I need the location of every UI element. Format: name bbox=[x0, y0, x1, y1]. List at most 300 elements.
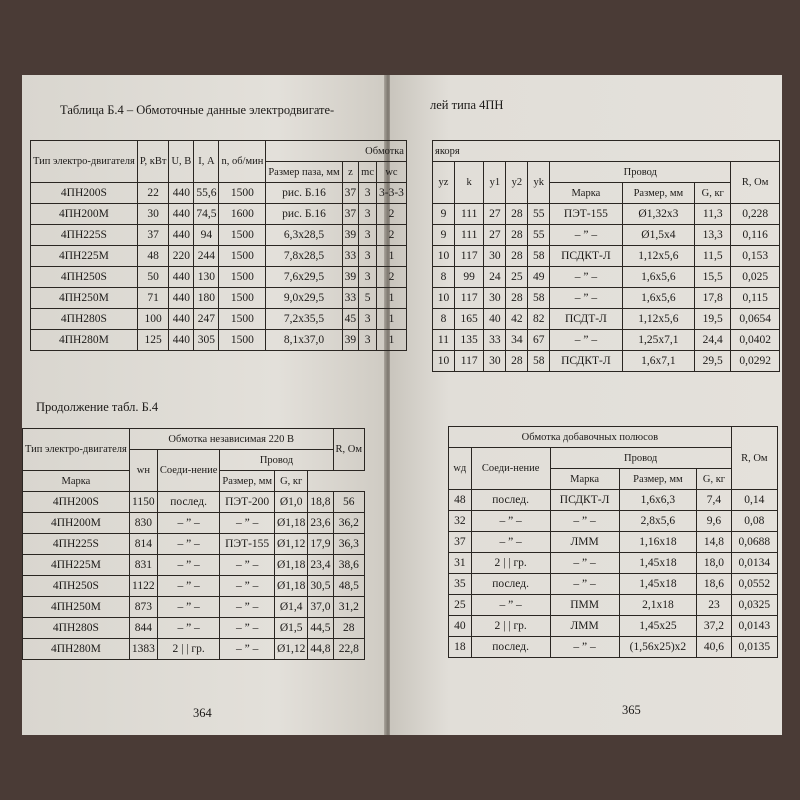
table-cell: 111 bbox=[454, 225, 484, 246]
table-cell: 4ПН200S bbox=[31, 183, 138, 204]
table-cell: – ” – bbox=[471, 511, 550, 532]
table-cell: 10 bbox=[433, 246, 455, 267]
table-cell: 2 | | гр. bbox=[157, 639, 220, 660]
table-cell: 0,0654 bbox=[731, 309, 780, 330]
table-cell: 111 bbox=[454, 204, 484, 225]
table-caption-left: Таблица Б.4 – Обмоточные данные электродвигате- bbox=[60, 103, 335, 117]
table-row bbox=[23, 639, 365, 660]
table-cell: 58 bbox=[528, 246, 550, 267]
table-row bbox=[31, 288, 407, 309]
table-cell: – ” – bbox=[157, 513, 220, 534]
header-yk: yk bbox=[528, 162, 550, 204]
table-cell: 2,8x5,6 bbox=[619, 511, 697, 532]
table-cell: – ” – bbox=[220, 513, 275, 534]
table-cell: – ” – bbox=[550, 553, 619, 574]
header-grade: Марка bbox=[550, 469, 619, 490]
table-cell: 0,14 bbox=[731, 490, 777, 511]
table-cell: 30 bbox=[484, 351, 506, 372]
table-cell: 1150 bbox=[129, 492, 157, 513]
table-cell: 1 bbox=[376, 246, 406, 267]
table-cell: 247 bbox=[194, 309, 219, 330]
header-connection: Соеди-нение bbox=[471, 448, 550, 490]
header-type: Тип электро-двигателя bbox=[31, 141, 138, 183]
table-cell: 1,6x5,6 bbox=[622, 267, 695, 288]
table-cell: 19,5 bbox=[695, 309, 731, 330]
table-cell: 10 bbox=[433, 351, 455, 372]
table-cell: ПЭТ-155 bbox=[220, 534, 275, 555]
table-cell: 1,12x5,6 bbox=[622, 246, 695, 267]
table-cell: 28 bbox=[333, 618, 364, 639]
header-armature: якоря bbox=[433, 141, 780, 162]
table-cell: 440 bbox=[169, 204, 194, 225]
table-cell: 18 bbox=[449, 637, 472, 658]
table-cell: 7,6x29,5 bbox=[266, 267, 342, 288]
table-cell: 4ПН225S bbox=[31, 225, 138, 246]
table-cell: 4ПН200M bbox=[23, 513, 130, 534]
header-resistance: R, Ом bbox=[731, 162, 780, 204]
header-weight: G, кг bbox=[697, 469, 731, 490]
table-cell: 0,025 bbox=[731, 267, 780, 288]
table-cell: ПЭТ-200 bbox=[220, 492, 275, 513]
table-cell: 37 bbox=[342, 204, 359, 225]
table-row bbox=[23, 618, 365, 639]
table-row bbox=[433, 330, 780, 351]
table-cell: 1,6x5,6 bbox=[622, 288, 695, 309]
table-cell: 1,45x18 bbox=[619, 574, 697, 595]
header-slot-size: Размер паза, мм bbox=[266, 162, 342, 183]
table-cell: 0,0402 bbox=[731, 330, 780, 351]
table-cell: 440 bbox=[169, 183, 194, 204]
table-cell: 0,0134 bbox=[731, 553, 777, 574]
table-cell: 831 bbox=[129, 555, 157, 576]
table-cell: 28 bbox=[506, 204, 528, 225]
table-cell: 4ПН225M bbox=[31, 246, 138, 267]
header-y2: y2 bbox=[506, 162, 528, 204]
table-cell: 2 bbox=[376, 204, 406, 225]
table-cell: Ø1,5x4 bbox=[622, 225, 695, 246]
table-cell: 27 bbox=[484, 204, 506, 225]
header-yz: yz bbox=[433, 162, 455, 204]
table-cell: 4ПН280S bbox=[23, 618, 130, 639]
table-cell: 50 bbox=[137, 267, 169, 288]
table-cell: – ” – bbox=[157, 576, 220, 597]
table-cell: – ” – bbox=[220, 618, 275, 639]
table-cell: 58 bbox=[528, 288, 550, 309]
header-voltage: U, В bbox=[169, 141, 194, 183]
table-cell: 11 bbox=[433, 330, 455, 351]
table-cell: 3 bbox=[359, 330, 377, 351]
table-row bbox=[31, 309, 407, 330]
table-cell: 25 bbox=[449, 595, 472, 616]
table-cell: 1500 bbox=[219, 288, 266, 309]
table-cell: 125 bbox=[137, 330, 169, 351]
table-cell: 4ПН280S bbox=[31, 309, 138, 330]
table-cell: 99 bbox=[454, 267, 484, 288]
table-cell: – ” – bbox=[550, 637, 619, 658]
table-cell: 28 bbox=[506, 288, 528, 309]
table-cell: 40,6 bbox=[697, 637, 731, 658]
table-cell: 32 bbox=[449, 511, 472, 532]
table-cell: 440 bbox=[169, 267, 194, 288]
table-row bbox=[31, 330, 407, 351]
table-cell: 0,228 bbox=[731, 204, 780, 225]
table-cell: ПСДТ-Л bbox=[550, 309, 622, 330]
table-cell: 33 bbox=[342, 246, 359, 267]
table-cell: 1500 bbox=[219, 330, 266, 351]
table-cell: 9 bbox=[433, 204, 455, 225]
table-cell: – ” – bbox=[550, 330, 622, 351]
table-cell: 180 bbox=[194, 288, 219, 309]
header-power: P, кВт bbox=[137, 141, 169, 183]
table-cell: 30,5 bbox=[308, 576, 333, 597]
table-cell: послед. bbox=[157, 492, 220, 513]
table-cell: 48 bbox=[137, 246, 169, 267]
table-row bbox=[31, 267, 407, 288]
table-cell: ЛММ bbox=[550, 532, 619, 553]
header-grade: Марка bbox=[23, 471, 130, 492]
table-cell: 31,2 bbox=[333, 597, 364, 618]
table-cell: 29,5 bbox=[695, 351, 731, 372]
table-cell: ПСДКТ-Л bbox=[550, 351, 622, 372]
table-cell: – ” – bbox=[471, 595, 550, 616]
independent-winding-table bbox=[22, 428, 365, 660]
table-row bbox=[449, 595, 778, 616]
table-row bbox=[31, 204, 407, 225]
table-cell: 33 bbox=[342, 288, 359, 309]
table-cell: 440 bbox=[169, 225, 194, 246]
table-cell: 244 bbox=[194, 246, 219, 267]
table-cell: 135 bbox=[454, 330, 484, 351]
table-row bbox=[23, 555, 365, 576]
table-cell: – ” – bbox=[550, 574, 619, 595]
table-cell: 58 bbox=[528, 351, 550, 372]
table-cell: 14,8 bbox=[697, 532, 731, 553]
table-cell: 3 bbox=[359, 267, 377, 288]
header-weight: G, кг bbox=[695, 183, 731, 204]
table-body bbox=[31, 183, 407, 351]
table-cell: 7,4 bbox=[697, 490, 731, 511]
page-number-left: 364 bbox=[193, 706, 212, 720]
header-resistance: R, Ом bbox=[731, 427, 777, 490]
table-cell: 1,25x7,1 bbox=[622, 330, 695, 351]
table-cell: Ø1,12 bbox=[274, 639, 307, 660]
table-cell: 1 bbox=[376, 288, 406, 309]
table-row bbox=[31, 183, 407, 204]
table-cell: 1500 bbox=[219, 267, 266, 288]
table-cell: 7,8x28,5 bbox=[266, 246, 342, 267]
table-cell: 18,0 bbox=[697, 553, 731, 574]
table-cell: 4ПН250S bbox=[23, 576, 130, 597]
table-row bbox=[449, 553, 778, 574]
table-body bbox=[433, 204, 780, 372]
table-cell: 17,9 bbox=[308, 534, 333, 555]
motor-data-table bbox=[30, 140, 407, 351]
table-cell: 1,12x5,6 bbox=[622, 309, 695, 330]
table-cell: 8 bbox=[433, 267, 455, 288]
table-cell: ПЭТ-155 bbox=[550, 204, 622, 225]
table-cell: – ” – bbox=[157, 597, 220, 618]
table-row bbox=[449, 490, 778, 511]
table-cell: 873 bbox=[129, 597, 157, 618]
table-cell: 4ПН225M bbox=[23, 555, 130, 576]
table-cell: 34 bbox=[506, 330, 528, 351]
table-cell: 24,4 bbox=[695, 330, 731, 351]
table-cell: 9 bbox=[433, 225, 455, 246]
table-cell: 23,4 bbox=[308, 555, 333, 576]
header-current: I, А bbox=[194, 141, 219, 183]
table-row bbox=[23, 576, 365, 597]
armature-table bbox=[432, 140, 780, 372]
table-cell: 4ПН225S bbox=[23, 534, 130, 555]
table-cell: Ø1,4 bbox=[274, 597, 307, 618]
header-wd: wд bbox=[449, 448, 472, 490]
table-row bbox=[433, 204, 780, 225]
table-cell: 4ПН250S bbox=[31, 267, 138, 288]
table-continuation-caption: Продолжение табл. Б.4 bbox=[36, 400, 159, 414]
header-wn: wн bbox=[129, 450, 157, 492]
table-row bbox=[23, 513, 365, 534]
table-cell: – ” – bbox=[550, 225, 622, 246]
table-cell: 4ПН250M bbox=[23, 597, 130, 618]
table-cell: 9,6 bbox=[697, 511, 731, 532]
table-cell: Ø1,5 bbox=[274, 618, 307, 639]
table-cell: 42 bbox=[506, 309, 528, 330]
table-cell: послед. bbox=[471, 574, 550, 595]
table-cell: 440 bbox=[169, 288, 194, 309]
table-cell: 38,6 bbox=[333, 555, 364, 576]
table-cell: 3 bbox=[359, 309, 377, 330]
table-cell: 30 bbox=[137, 204, 169, 225]
header-winding: Обмотка bbox=[266, 141, 407, 162]
header-wc: wc bbox=[376, 162, 406, 183]
header-type: Тип электро-двигателя bbox=[23, 429, 130, 471]
table-cell: 1500 bbox=[219, 246, 266, 267]
table-cell: 1500 bbox=[219, 225, 266, 246]
table-cell: 36,3 bbox=[333, 534, 364, 555]
table-cell: 1500 bbox=[219, 183, 266, 204]
table-row bbox=[449, 532, 778, 553]
table-cell: – ” – bbox=[220, 555, 275, 576]
table-cell: 220 bbox=[169, 246, 194, 267]
table-cell: 37 bbox=[137, 225, 169, 246]
table-cell: ПСДКТ-Л bbox=[550, 246, 622, 267]
table-cell: рис. Б.16 bbox=[266, 204, 342, 225]
table-cell: 39 bbox=[342, 330, 359, 351]
table-cell: 94 bbox=[194, 225, 219, 246]
table-cell: ПММ bbox=[550, 595, 619, 616]
table-cell: 55 bbox=[528, 225, 550, 246]
table-cell: 0,153 bbox=[731, 246, 780, 267]
table-cell: 40 bbox=[449, 616, 472, 637]
table-cell: 55,6 bbox=[194, 183, 219, 204]
table-cell: 48 bbox=[449, 490, 472, 511]
header-resistance: R, Ом bbox=[333, 429, 364, 471]
table-cell: 45 bbox=[342, 309, 359, 330]
table-cell: 30 bbox=[484, 288, 506, 309]
table-cell: 24 bbox=[484, 267, 506, 288]
table-cell: 117 bbox=[454, 351, 484, 372]
table-cell: 37,0 bbox=[308, 597, 333, 618]
table-cell: 37,2 bbox=[697, 616, 731, 637]
header-size: Размер, мм bbox=[220, 471, 275, 492]
table-cell: 2,1x18 bbox=[619, 595, 697, 616]
table-cell: 74,5 bbox=[194, 204, 219, 225]
table-cell: 117 bbox=[454, 288, 484, 309]
table-cell: – ” – bbox=[550, 288, 622, 309]
table-row bbox=[433, 351, 780, 372]
table-cell: 11,5 bbox=[695, 246, 731, 267]
table-cell: 10 bbox=[433, 288, 455, 309]
table-cell: – ” – bbox=[157, 534, 220, 555]
table-cell: ЛММ bbox=[550, 616, 619, 637]
table-cell: 440 bbox=[169, 309, 194, 330]
table-cell: 56 bbox=[333, 492, 364, 513]
table-cell: 30 bbox=[484, 246, 506, 267]
table-cell: рис. Б.16 bbox=[266, 183, 342, 204]
table-cell: – ” – bbox=[471, 532, 550, 553]
table-row bbox=[31, 225, 407, 246]
table-cell: 27 bbox=[484, 225, 506, 246]
table-cell: ПСДКТ-Л bbox=[550, 490, 619, 511]
table-cell: 844 bbox=[129, 618, 157, 639]
table-cell: 23 bbox=[697, 595, 731, 616]
table-cell: 0,0688 bbox=[731, 532, 777, 553]
table-row bbox=[433, 267, 780, 288]
table-cell: 22,8 bbox=[333, 639, 364, 660]
table-row bbox=[23, 534, 365, 555]
table-cell: 5 bbox=[359, 288, 377, 309]
table-cell: 31 bbox=[449, 553, 472, 574]
table-cell: Ø1,18 bbox=[274, 513, 307, 534]
table-cell: 39 bbox=[342, 225, 359, 246]
table-cell: Ø1,18 bbox=[274, 576, 307, 597]
table-cell: 6,3x28,5 bbox=[266, 225, 342, 246]
table-cell: 3 bbox=[359, 183, 377, 204]
table-body bbox=[449, 490, 778, 658]
table-row bbox=[449, 637, 778, 658]
table-cell: 48,5 bbox=[333, 576, 364, 597]
table-cell: 165 bbox=[454, 309, 484, 330]
table-cell: 0,116 bbox=[731, 225, 780, 246]
table-body bbox=[23, 492, 365, 660]
table-cell: (1,56x25)x2 bbox=[619, 637, 697, 658]
table-cell: 3-3-3 bbox=[376, 183, 406, 204]
table-cell: 11,3 bbox=[695, 204, 731, 225]
header-k: k bbox=[454, 162, 484, 204]
table-cell: 22 bbox=[137, 183, 169, 204]
table-cell: 67 bbox=[528, 330, 550, 351]
table-caption-right: лей типа 4ПН bbox=[430, 98, 504, 112]
table-cell: 0,0143 bbox=[731, 616, 777, 637]
table-cell: 2 bbox=[376, 267, 406, 288]
header-grade: Марка bbox=[550, 183, 622, 204]
table-row bbox=[23, 492, 365, 513]
table-cell: 49 bbox=[528, 267, 550, 288]
table-cell: 440 bbox=[169, 330, 194, 351]
table-cell: 33 bbox=[484, 330, 506, 351]
table-cell: Ø1,18 bbox=[274, 555, 307, 576]
table-cell: 8 bbox=[433, 309, 455, 330]
table-row bbox=[433, 288, 780, 309]
header-independent-winding: Обмотка независимая 220 В bbox=[129, 429, 333, 450]
table-cell: Ø1,0 bbox=[274, 492, 307, 513]
table-cell: 18,8 bbox=[308, 492, 333, 513]
table-cell: 3 bbox=[359, 225, 377, 246]
table-row bbox=[433, 225, 780, 246]
table-row bbox=[23, 597, 365, 618]
table-cell: 100 bbox=[137, 309, 169, 330]
table-cell: 23,6 bbox=[308, 513, 333, 534]
table-cell: 1,45x18 bbox=[619, 553, 697, 574]
table-cell: 40 bbox=[484, 309, 506, 330]
table-cell: 0,115 bbox=[731, 288, 780, 309]
table-cell: послед. bbox=[471, 490, 550, 511]
header-mc: mc bbox=[359, 162, 377, 183]
table-cell: 2 | | гр. bbox=[471, 616, 550, 637]
table-cell: 4ПН200M bbox=[31, 204, 138, 225]
table-cell: 37 bbox=[342, 183, 359, 204]
table-cell: – ” – bbox=[220, 597, 275, 618]
header-speed: n, об/мин bbox=[219, 141, 266, 183]
table-cell: 117 bbox=[454, 246, 484, 267]
table-cell: 17,8 bbox=[695, 288, 731, 309]
table-cell: 4ПН280M bbox=[31, 330, 138, 351]
table-cell: 3 bbox=[359, 246, 377, 267]
table-cell: 1383 bbox=[129, 639, 157, 660]
table-cell: 0,0325 bbox=[731, 595, 777, 616]
table-cell: – ” – bbox=[550, 511, 619, 532]
table-cell: 4ПН200S bbox=[23, 492, 130, 513]
table-row bbox=[449, 616, 778, 637]
table-cell: 1,6x6,3 bbox=[619, 490, 697, 511]
table-cell: 2 | | гр. bbox=[471, 553, 550, 574]
table-cell: 814 bbox=[129, 534, 157, 555]
page-number-right: 365 bbox=[622, 703, 641, 717]
table-cell: 39 bbox=[342, 267, 359, 288]
table-cell: 44,8 bbox=[308, 639, 333, 660]
table-cell: 1 bbox=[376, 309, 406, 330]
table-cell: – ” – bbox=[157, 555, 220, 576]
table-cell: 82 bbox=[528, 309, 550, 330]
table-cell: 0,0552 bbox=[731, 574, 777, 595]
table-cell: 35 bbox=[449, 574, 472, 595]
table-row bbox=[31, 246, 407, 267]
header-size: Размер, мм bbox=[619, 469, 697, 490]
table-cell: 2 bbox=[376, 225, 406, 246]
table-cell: 71 bbox=[137, 288, 169, 309]
table-cell: 44,5 bbox=[308, 618, 333, 639]
table-cell: Ø1,32x3 bbox=[622, 204, 695, 225]
table-cell: 1,6x7,1 bbox=[622, 351, 695, 372]
table-row bbox=[449, 511, 778, 532]
table-cell: 4ПН250M bbox=[31, 288, 138, 309]
table-cell: 3 bbox=[359, 204, 377, 225]
table-row bbox=[433, 309, 780, 330]
header-weight: G, кг bbox=[274, 471, 307, 492]
table-cell: 28 bbox=[506, 246, 528, 267]
table-cell: 0,0292 bbox=[731, 351, 780, 372]
table-cell: 55 bbox=[528, 204, 550, 225]
table-cell: 7,2x35,5 bbox=[266, 309, 342, 330]
table-row bbox=[433, 246, 780, 267]
table-cell: – ” – bbox=[550, 267, 622, 288]
table-cell: 1500 bbox=[219, 309, 266, 330]
table-cell: Ø1,12 bbox=[274, 534, 307, 555]
table-cell: 1 bbox=[376, 330, 406, 351]
table-cell: 28 bbox=[506, 225, 528, 246]
table-cell: 130 bbox=[194, 267, 219, 288]
table-cell: 28 bbox=[506, 351, 528, 372]
